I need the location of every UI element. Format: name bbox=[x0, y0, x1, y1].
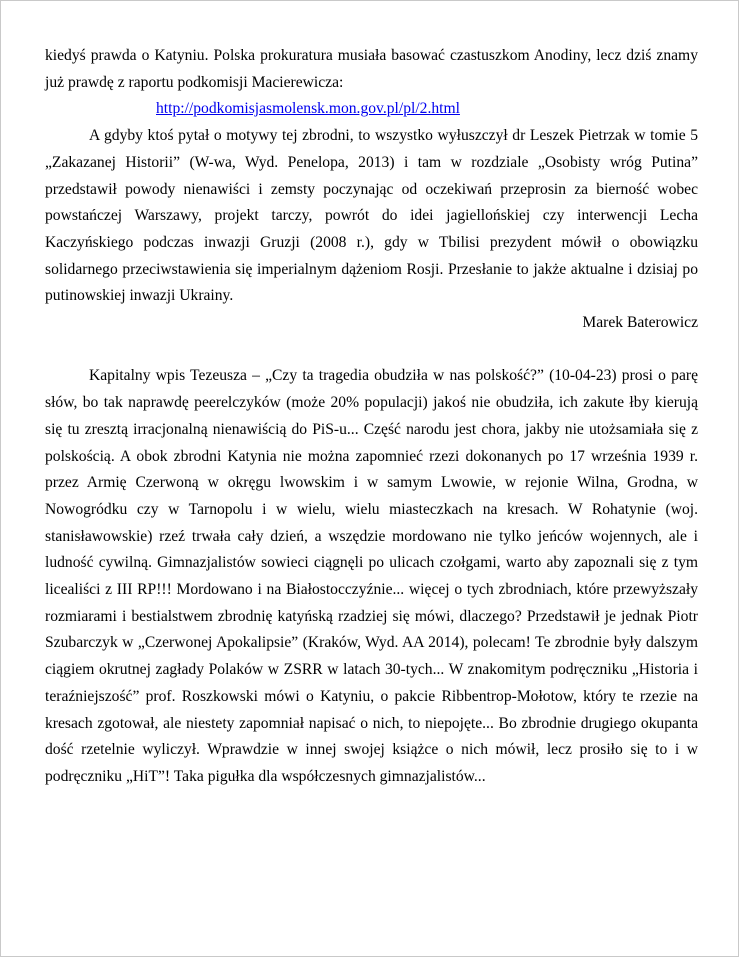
link-line bbox=[45, 96, 698, 123]
paragraph-motives: A gdyby ktoś pytał o motywy tej zbrodni, to wszystko wyłuszczył dr Leszek Pietrzak w tomie 5 „Zakazanej Historii” (W-wa, Wyd. Penelopa, 2013) i tam w rozdziale „Osobisty wróg Putina” przedstawił powody nienawiści i zemsty poczynając od oczekiwań przeprosin za bierność wobec powstańczej Warszawy, projekt tarczy, powrót do idei jagiellońskiej czy interwencji Lecha Kaczyńskiego podczas inwazji Gruzji (2008 r.), gdy w Tbilisi prezydent mówił o obowiązku solidarnego przeciwstawienia się imperialnym dążeniom Rosji. Przesłanie to jakże aktualne i dzisiaj po putinowskiej inwazji Ukrainy. bbox=[45, 127, 698, 305]
author-signature: Marek Baterowicz bbox=[582, 314, 698, 332]
paragraph-continuation: kiedyś prawda o Katyniu. Polska prokuratura musiała basować czastuszkom Anodiny, lecz dziś znamy już prawdę z raportu podkomisji Macierewicza: bbox=[45, 47, 698, 91]
report-link[interactable]: http://podkomisjasmolensk.mon.gov.pl/pl/2.html bbox=[156, 100, 460, 118]
paragraph-commentary: Kapitalny wpis Tezeusza – „Czy ta tragedia obudziła w nas polskość?” (10-04-23) prosi o parę słów, bo tak naprawdę peerelczyków (może 20% populacji) jakoś nie obudziła, ich zakute łby kierują się tu zresztą irracjonalną nienawiścią do PiS-u... Część narodu jest chora, jakby nie utożsamiała się z polskością. A obok zbrodni Katynia nie można zapomnieć rzezi dokonanych po 17 września 1939 r. przez Armię Czerwoną w okręgu lwowskim i w samym Lwowie, w rejonie Wilna, Grodna, w Nowogródku czy w Tarnopolu i w wielu, wielu miasteczkach na kresach. W Rohatynie (woj. stanisławowskie) rzeź trwała cały dzień, a wszędzie mordowano nie tylko jeńców wojennych, ale i ludność cywilną. Gimnazjalistów sowieci ciągnęli po ulicach czołgami, warto aby zapoznali się z tym licealiści z III RP!!! Mordowano i na Białostocczyźnie... więcej o tych zbrodniach, które przewyższały rozmiarami i bestialstwem zbrodnię katyńską rzadziej się mówi, dlaczego? Przedstawił je jednak Piotr Szubarczyk w „Czerwonej Apokalipsie” (Kraków, Wyd. AA 2014), polecam! Te zbrodnie były dalszym ciągiem okrutnej zagłady Polaków w ZSRR w latach 30-tych... W znakomitym podręczniku „Historia i teraźniejszość” prof. Roszkowski mówi o Katyniu, o pakcie Ribbentrop-Mołotow, który te rzezie na kresach zgotował, ale niestety zapomniał napisać o nich, to niepojęte... Bo zbrodnie drugiego okupanta dość rzetelnie wyliczył. Wprawdzie w innej swojej książce o nich mówił, lecz prosiło się to i w podręczniku „HiT”! Taka pigułka dla współczesnych gimnazjalistów... bbox=[45, 367, 698, 785]
blank-line bbox=[45, 337, 698, 364]
document-body bbox=[45, 43, 698, 791]
